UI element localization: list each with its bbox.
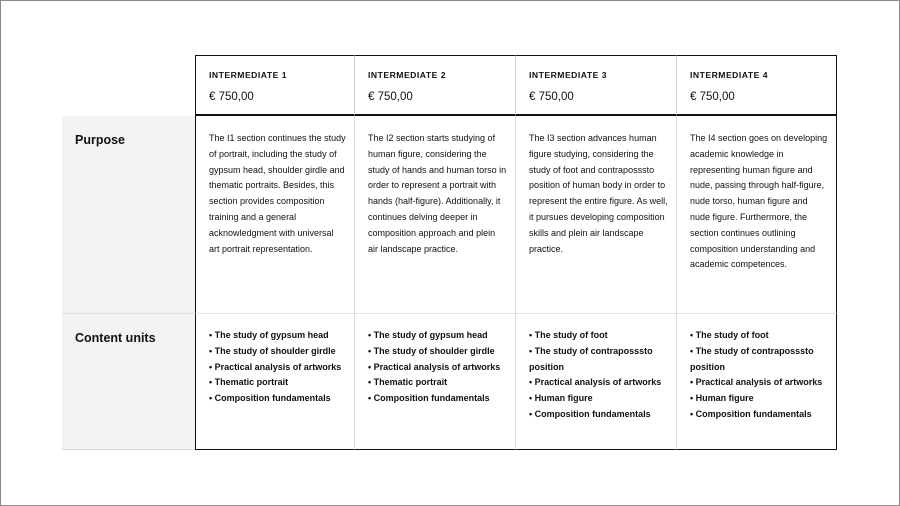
- content-cell-4: [677, 314, 837, 450]
- list-item: • Practical analysis of artworks: [368, 360, 507, 376]
- row-label-purpose: Purpose: [62, 116, 195, 314]
- list-item: • The study of gypsum head: [368, 328, 507, 344]
- list-item: • Human figure: [529, 391, 668, 407]
- list-item: • Composition fundamentals: [690, 407, 828, 423]
- column-price: € 750,00: [368, 91, 413, 103]
- column-price: € 750,00: [529, 91, 574, 103]
- column-header-intermediate-2: [355, 55, 516, 116]
- list-item: • The study of gypsum head: [209, 328, 346, 344]
- list-item: • Composition fundamentals: [368, 391, 507, 407]
- column-title: INTERMEDIATE 3: [529, 70, 607, 80]
- column-price: € 750,00: [690, 91, 735, 103]
- column-header-intermediate-4: [677, 55, 837, 116]
- purpose-cell-3: The I3 section advances human figure studying, considering the study of foot and contraposssto position of human body in order to represent the entire figure. As well, it pursues developing composition skills and plein air landscape practice.: [516, 116, 677, 314]
- content-cell-1: [195, 314, 355, 450]
- list-item: • Human figure: [690, 391, 828, 407]
- list-item: • The study of foot: [529, 328, 668, 344]
- purpose-cell-1: The I1 section continues the study of portrait, including the study of gypsum head, shoulder girdle and thematic portraits. Besides, this section provides composition training and a general acknowledgment with universal art portrait representation.: [195, 116, 355, 314]
- table-corner: [62, 55, 195, 116]
- list-item: • Practical analysis of artworks: [690, 375, 828, 391]
- purpose-cell-4: The I4 section goes on developing academic knowledge in representing human figure and nude, passing through half-figure, nude torso, human figure and nude figure. Furthermore, the section continues outlining composition understanding and academic competences.: [677, 116, 837, 314]
- list-item: • The study of foot: [690, 328, 828, 344]
- list-item: • Practical analysis of artworks: [529, 375, 668, 391]
- list-item: • The study of contraposssto position: [529, 344, 668, 376]
- content-cell-3: [516, 314, 677, 450]
- list-item: • Practical analysis of artworks: [209, 360, 346, 376]
- list-item: • Thematic portrait: [368, 375, 507, 391]
- column-title: INTERMEDIATE 2: [368, 70, 446, 80]
- column-title: INTERMEDIATE 4: [690, 70, 768, 80]
- pricing-table: [62, 55, 837, 450]
- column-price: € 750,00: [209, 91, 254, 103]
- content-cell-2: [355, 314, 516, 450]
- list-item: • The study of shoulder girdle: [209, 344, 346, 360]
- list-item: • Thematic portrait: [209, 375, 346, 391]
- row-label-content-units: Content units: [62, 314, 195, 450]
- column-header-intermediate-3: [516, 55, 677, 116]
- list-item: • Composition fundamentals: [529, 407, 668, 423]
- list-item: • Composition fundamentals: [209, 391, 346, 407]
- purpose-cell-2: The I2 section starts studying of human figure, considering the study of hands and human torso in order to represent a portrait with hands (half-figure). Additionally, it continues delving deeper in composition approach and plein air landscape practice.: [355, 116, 516, 314]
- column-title: INTERMEDIATE 1: [209, 70, 287, 80]
- list-item: • The study of contraposssto position: [690, 344, 828, 376]
- column-header-intermediate-1: [195, 55, 355, 116]
- list-item: • The study of shoulder girdle: [368, 344, 507, 360]
